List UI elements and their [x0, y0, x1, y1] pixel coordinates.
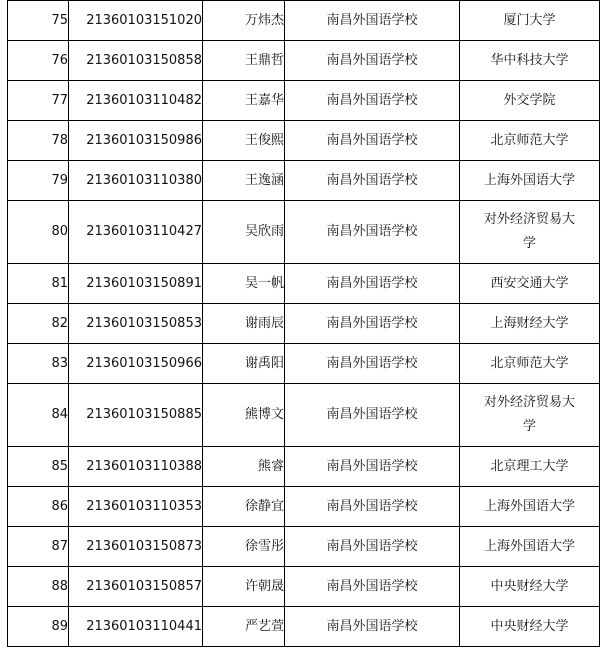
table-row — [8, 567, 600, 607]
table-row — [8, 487, 600, 527]
school-name: 南昌外国语学校 — [285, 447, 460, 487]
student-name: 徐静宜 — [203, 487, 285, 527]
table-row — [8, 81, 600, 121]
university-name: 外交学院 — [460, 81, 600, 121]
admission-table — [7, 0, 600, 647]
university-name: 中央财经大学 — [460, 567, 600, 607]
student-name: 徐雪彤 — [203, 527, 285, 567]
university-name-line-1: 对外经济贸易大 — [483, 395, 575, 410]
student-name: 王逸涵 — [203, 161, 285, 201]
school-name: 南昌外国语学校 — [285, 607, 460, 647]
row-number: 87 — [8, 527, 69, 567]
student-name: 许朝晟 — [203, 567, 285, 607]
university-name: 中央财经大学 — [460, 607, 600, 647]
university-name: 上海财经大学 — [460, 304, 600, 344]
school-name: 南昌外国语学校 — [285, 161, 460, 201]
student-name: 严艺萱 — [203, 607, 285, 647]
university-name: 北京师范大学 — [460, 121, 600, 161]
school-name: 南昌外国语学校 — [285, 567, 460, 607]
row-number: 80 — [8, 201, 69, 264]
student-name: 王鼎哲 — [203, 41, 285, 81]
university-name-line-1: 对外经济贸易大 — [483, 212, 575, 227]
school-name: 南昌外国语学校 — [285, 121, 460, 161]
exam-id: 21360103150891 — [69, 264, 203, 304]
table-row — [8, 344, 600, 384]
table-row — [8, 121, 600, 161]
table-row — [8, 264, 600, 304]
university-name: 上海外国语大学 — [460, 527, 600, 567]
exam-id: 21360103150986 — [69, 121, 203, 161]
school-name: 南昌外国语学校 — [285, 527, 460, 567]
student-name: 熊博文 — [203, 384, 285, 447]
row-number: 83 — [8, 344, 69, 384]
row-number: 84 — [8, 384, 69, 447]
table-row — [8, 447, 600, 487]
student-name: 谢禹阳 — [203, 344, 285, 384]
student-name: 王嘉华 — [203, 81, 285, 121]
school-name: 南昌外国语学校 — [285, 264, 460, 304]
university-name: 上海外国语大学 — [460, 161, 600, 201]
table-row — [8, 384, 600, 447]
school-name: 南昌外国语学校 — [285, 344, 460, 384]
table-row — [8, 304, 600, 344]
row-number: 85 — [8, 447, 69, 487]
university-name: 北京理工大学 — [460, 447, 600, 487]
exam-id: 21360103150857 — [69, 567, 203, 607]
student-name: 万炜杰 — [203, 1, 285, 41]
admission-table-body — [8, 1, 600, 647]
table-row — [8, 1, 600, 41]
row-number: 75 — [8, 1, 69, 41]
university-name: 上海外国语大学 — [460, 487, 600, 527]
exam-id: 21360103110482 — [69, 81, 203, 121]
exam-id: 21360103151020 — [69, 1, 203, 41]
exam-id: 21360103110427 — [69, 201, 203, 264]
university-name — [460, 384, 600, 447]
table-row — [8, 41, 600, 81]
row-number: 78 — [8, 121, 69, 161]
university-name-line-2: 学 — [522, 419, 536, 434]
row-number: 76 — [8, 41, 69, 81]
university-name: 华中科技大学 — [460, 41, 600, 81]
university-name — [460, 201, 600, 264]
school-name: 南昌外国语学校 — [285, 304, 460, 344]
exam-id: 21360103150966 — [69, 344, 203, 384]
school-name: 南昌外国语学校 — [285, 384, 460, 447]
school-name: 南昌外国语学校 — [285, 201, 460, 264]
table-row — [8, 201, 600, 264]
exam-id: 21360103110441 — [69, 607, 203, 647]
exam-id: 21360103150885 — [69, 384, 203, 447]
school-name: 南昌外国语学校 — [285, 487, 460, 527]
university-name: 西安交通大学 — [460, 264, 600, 304]
student-name: 吴一帆 — [203, 264, 285, 304]
school-name: 南昌外国语学校 — [285, 81, 460, 121]
table-row — [8, 607, 600, 647]
row-number: 82 — [8, 304, 69, 344]
student-name: 熊睿 — [203, 447, 285, 487]
row-number: 89 — [8, 607, 69, 647]
exam-id: 21360103150873 — [69, 527, 203, 567]
row-number: 81 — [8, 264, 69, 304]
row-number: 77 — [8, 81, 69, 121]
university-name-line-2: 学 — [522, 236, 536, 251]
school-name: 南昌外国语学校 — [285, 1, 460, 41]
exam-id: 21360103150853 — [69, 304, 203, 344]
student-name: 吴欣雨 — [203, 201, 285, 264]
table-row — [8, 161, 600, 201]
exam-id: 21360103110380 — [69, 161, 203, 201]
exam-id: 21360103150858 — [69, 41, 203, 81]
school-name: 南昌外国语学校 — [285, 41, 460, 81]
student-name: 王俊熙 — [203, 121, 285, 161]
student-name: 谢雨辰 — [203, 304, 285, 344]
table-row — [8, 527, 600, 567]
university-name: 厦门大学 — [460, 1, 600, 41]
row-number: 86 — [8, 487, 69, 527]
exam-id: 21360103110353 — [69, 487, 203, 527]
row-number: 79 — [8, 161, 69, 201]
exam-id: 21360103110388 — [69, 447, 203, 487]
university-name: 北京师范大学 — [460, 344, 600, 384]
row-number: 88 — [8, 567, 69, 607]
